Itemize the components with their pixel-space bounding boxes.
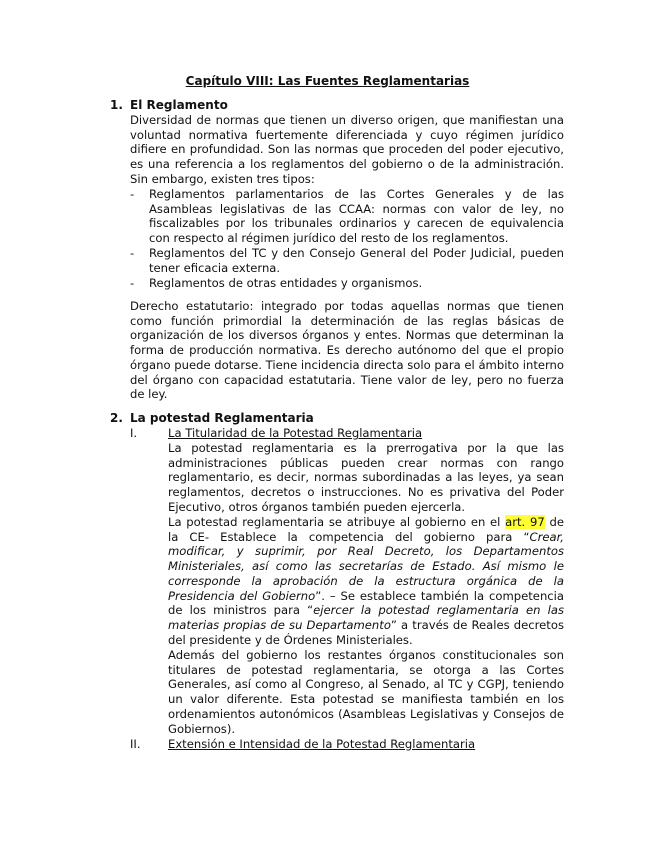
potestad-paragraph-2: [168, 515, 564, 647]
chapter-title: Capítulo VIII: Las Fuentes Reglamentarias: [185, 74, 470, 88]
potestad-paragraph-3: Además del gobierno los restantes órganos constitucionales son titulares de potestad reglamentaria, se otorga a las Cortes Generales, así como al Congreso, al Senado, al TC y CGPJ, teniendo un valor diferente. Esta potestad se manifiesta también en los ordenamientos autonómicos (Asambleas Legislativas y Consejos de Gobiernos).: [168, 648, 564, 736]
section-1-title: El Reglamento: [130, 98, 228, 112]
section-1-heading: [110, 98, 228, 113]
bullet-text: Reglamentos parlamentarios de las Cortes Generales y de las Asambleas legislativas de las CCAA: normas con valor de ley, no fiscalizables por los tribunales ordinarios y carecen de equivalencia con respecto al régimen jurídico del resto de los reglamentos.: [149, 187, 564, 246]
bullet-item: [130, 187, 564, 246]
subsection-2-heading: [130, 737, 475, 752]
potestad-paragraph-1: La potestad reglamentaria es la prerrogativa por la que las administraciones públicas pueden crear normas con rango reglamentario, es decir, normas subordinadas a las leyes, ya sean reglamentos, decretos o instrucciones. No es privativa del Poder Ejecutivo, otros órganos también pueden ejercerla.: [168, 441, 564, 514]
bullet-text: Reglamentos de otras entidades y organismos.: [149, 276, 423, 290]
section-2-heading: [110, 411, 314, 426]
subsection-1-heading: [130, 426, 422, 441]
bullet-text: Reglamentos del TC y den Consejo General del Poder Judicial, pueden tener eficacia externa.: [149, 246, 564, 275]
paragraph-2-text-a: La potestad reglamentaria se atribuye al gobierno en el: [168, 515, 506, 529]
bullet-item: [130, 276, 564, 291]
derecho-estatutario-paragraph: Derecho estatutario: integrado por todas aquellas normas que tienen como función primordial la determinación de las reglas básicas de organización de los diversos órganos y entes. Normas que determinan la forma de producción normativa. Es derecho autónomo del que el propio órgano puede dotarse. Tiene incidencia directa solo para el ámbito interno del órgano con capacidad estatutaria. Tiene valor de ley, pero no fuerza de ley.: [130, 299, 564, 402]
section-1-number: 1.: [110, 98, 123, 112]
subsection-2-title: Extensión e Intensidad de la Potestad Reglamentaria: [168, 737, 476, 751]
subsection-2-number: II.: [130, 737, 141, 751]
section-2-number: 2.: [110, 411, 123, 425]
section-2-title: La potestad Reglamentaria: [130, 411, 314, 425]
bullet-item: [130, 246, 564, 275]
art-97-highlight: art. 97: [505, 515, 545, 529]
quote-1: Crear, modificar, y suprimir, por Real Decreto, los Departamentos Ministeriales, así como las secretarías de Estado. Así mismo le corresponde la aprobación de la estructura orgánica de la Presidencia del Gobierno: [168, 529, 564, 603]
paragraph-2-text-b: de la CE- Establece la competencia del gobierno para “: [168, 515, 564, 544]
quote-2: ejercer la potestad reglamentaria en las materias propias de su Departamento: [168, 603, 564, 632]
paragraph-2-text-d: ” a través de Reales decretos del presidente y de Órdenes Ministeriales.: [168, 617, 564, 647]
bullet-dash: -: [130, 246, 135, 260]
subsection-1-title: La Titularidad de la Potestad Reglamentaria: [168, 426, 423, 440]
section-1-intro: Diversidad de normas que tienen un diverso origen, que manifiestan una voluntad normativa fuertemente diferenciada y cuyo régimen jurídico difiere en profundidad. Son las normas que proceden del poder ejecutivo, es una referencia a los reglamentos del gobierno o de la administración. Sin embargo, existen tres tipos:: [130, 113, 564, 186]
paragraph-2-text-c: ”. – Se establece también la competencia de los ministros para “: [168, 588, 564, 618]
subsection-1-number: I.: [130, 426, 138, 440]
bullet-dash: -: [130, 276, 135, 290]
bullet-dash: -: [130, 187, 135, 201]
